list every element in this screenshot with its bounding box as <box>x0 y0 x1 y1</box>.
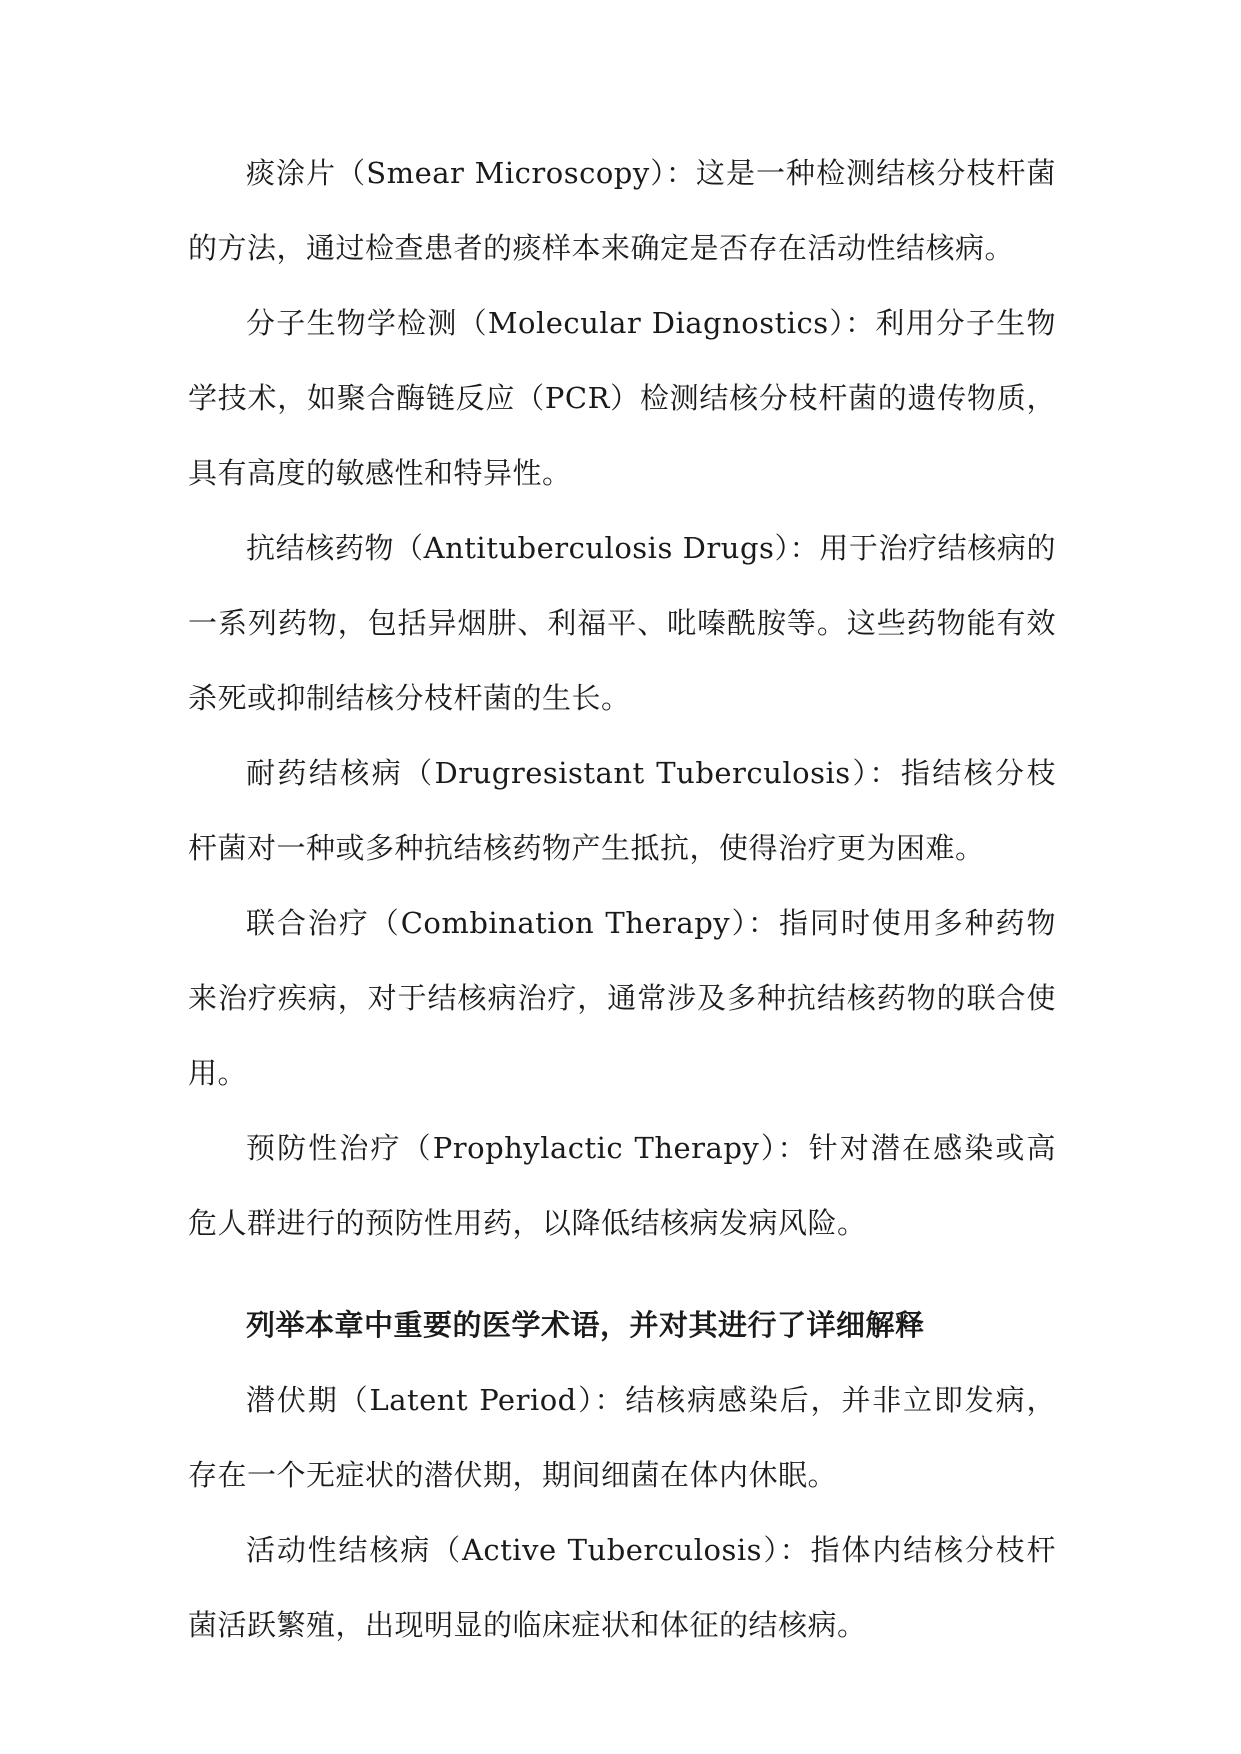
paragraph-molecular-diagnostics: 分子生物学检测（Molecular Diagnostics）：利用分子生物学技术，如聚合酶链反应（PCR）检测结核分枝杆菌的遗传物质，具有高度的敏感性和特异性。 <box>188 306 1056 490</box>
document-page <box>188 136 1056 1663</box>
paragraph-antituberculosis-drugs: 抗结核药物（Antituberculosis Drugs）：用于治疗结核病的一系列药物，包括异烟肼、利福平、吡嗪酰胺等。这些药物能有效杀死或抑制结核分枝杆菌的生长。 <box>188 531 1056 715</box>
paragraph-active-tuberculosis: 活动性结核病（Active Tuberculosis）：指体内结核分枝杆菌活跃繁殖，出现明显的临床症状和体征的结核病。 <box>188 1533 1056 1642</box>
paragraph-smear-microscopy: 痰涂片（Smear Microscopy）：这是一种检测结核分枝杆菌的方法，通过检查患者的痰样本来确定是否存在活动性结核病。 <box>188 156 1056 265</box>
paragraph-prophylactic-therapy: 预防性治疗（Prophylactic Therapy）：针对潜在感染或高危人群进行的预防性用药，以降低结核病发病风险。 <box>188 1131 1056 1240</box>
paragraph-combination-therapy: 联合治疗（Combination Therapy）：指同时使用多种药物来治疗疾病，对于结核病治疗，通常涉及多种抗结核药物的联合使用。 <box>188 906 1056 1090</box>
paragraph-latent-period: 潜伏期（Latent Period）：结核病感染后，并非立即发病，存在一个无症状的潜伏期，期间细菌在体内休眠。 <box>188 1383 1056 1492</box>
section-heading: 列举本章中重要的医学术语，并对其进行了详细解释 <box>246 1308 925 1342</box>
paragraph-drugresistant-tuberculosis: 耐药结核病（Drugresistant Tuberculosis）：指结核分枝杆菌对一种或多种抗结核药物产生抵抗，使得治疗更为困难。 <box>188 756 1056 865</box>
